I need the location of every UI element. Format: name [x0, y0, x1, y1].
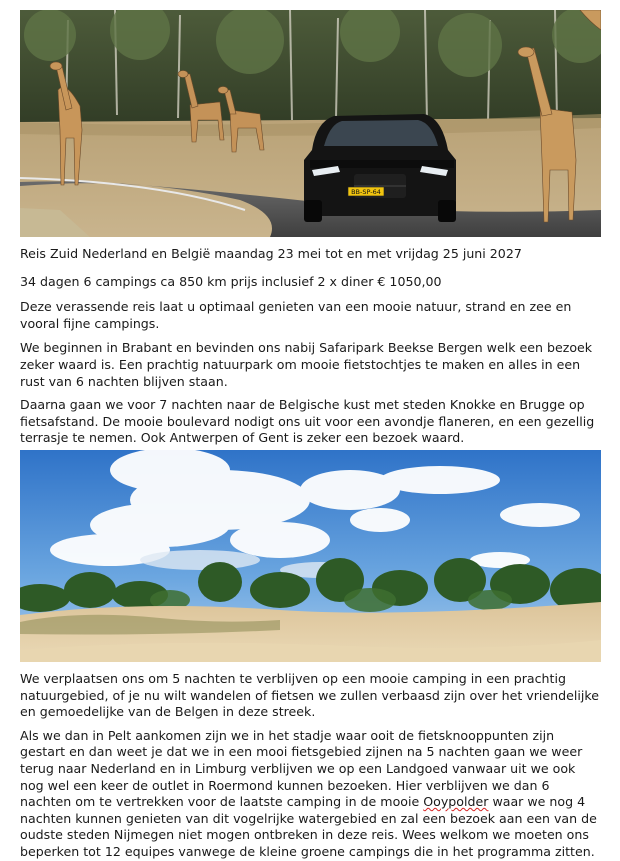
dunes-illustration [20, 450, 601, 662]
license-plate: BB-SP-64 [351, 188, 381, 196]
coast-paragraph: Daarna gaan we voor 7 nachten naar de Belgische kust met steden Knokke en Brugge op fietsafstand. De mooie boulevard nodigt ons uit voor een avondje flaneren, en een gezellig terrasje te nemen. Ook Antwerpen of Gent is zeker een bezoek waard. [20, 397, 595, 446]
brabant-paragraph: We beginnen in Brabant en bevinden ons nabij Safaripark Beekse Bergen welk een bezoek zeker waard is. Een prachtig natuurpark om mooie fietstochtjes te maken en alles in een rust van 6 nachten blijven staan. [20, 340, 593, 389]
intro-paragraph: Deze verassende reis laat u optimaal genieten van een mooie natuur, strand en zee en vooral fijne campings. [20, 299, 572, 331]
nature-area-paragraph: We verplaatsen ons om 5 nachten te verblijven op een mooie camping in een prachtig natuurgebied, of je nu wilt wandelen of fietsen we zullen verbaasd zijn over het vriendelijke en gemoedelijke van de Belgen in deze streek. [20, 670, 599, 720]
pelt-text-end: waar we nog 4 nachten kunnen genieten van dit vogelrijke watergebied en zal een bezoek aan een van de oudste steden Nijmegen niet mogen ontbreken in deze reis. Wees welkom we moeten ons beperken tot 12 equipes vanwege de kleine groene campings die in het programma zitten. [20, 794, 597, 859]
safari-car-illustration [20, 10, 601, 237]
black-suv [304, 114, 456, 222]
pelt-text-start: Als we dan in Pelt aankomen zijn we in het stadje waar ooit de fietsknooppunten zijn gestart en dan weet je dat we in een mooi fietsgebied zijnen na 5 nachten gaan we weer terug naar Nederland en in Limburg verblijven we op een Landgoed vanwaar uit we ook nog wel een keer de outlet in Roermond kunnen bezoeken. Hier verblijven we dan 6 nachten om te vertrekken voor de laatste camping in de mooie [20, 727, 583, 810]
ooypolder-word: Ooypolder [423, 794, 489, 810]
dunes-landscape-photo [20, 450, 601, 662]
pelt-paragraph [20, 728, 601, 861]
trip-title: Reis Zuid Nederland en België maandag 23 mei tot en met vrijdag 25 juni 2027 [20, 246, 522, 261]
safari-car-photo [20, 10, 601, 237]
trip-summary: 34 dagen 6 campings ca 850 km prijs inclusief 2 x diner € 1050,00 [20, 273, 442, 289]
document-page [20, 10, 601, 860]
